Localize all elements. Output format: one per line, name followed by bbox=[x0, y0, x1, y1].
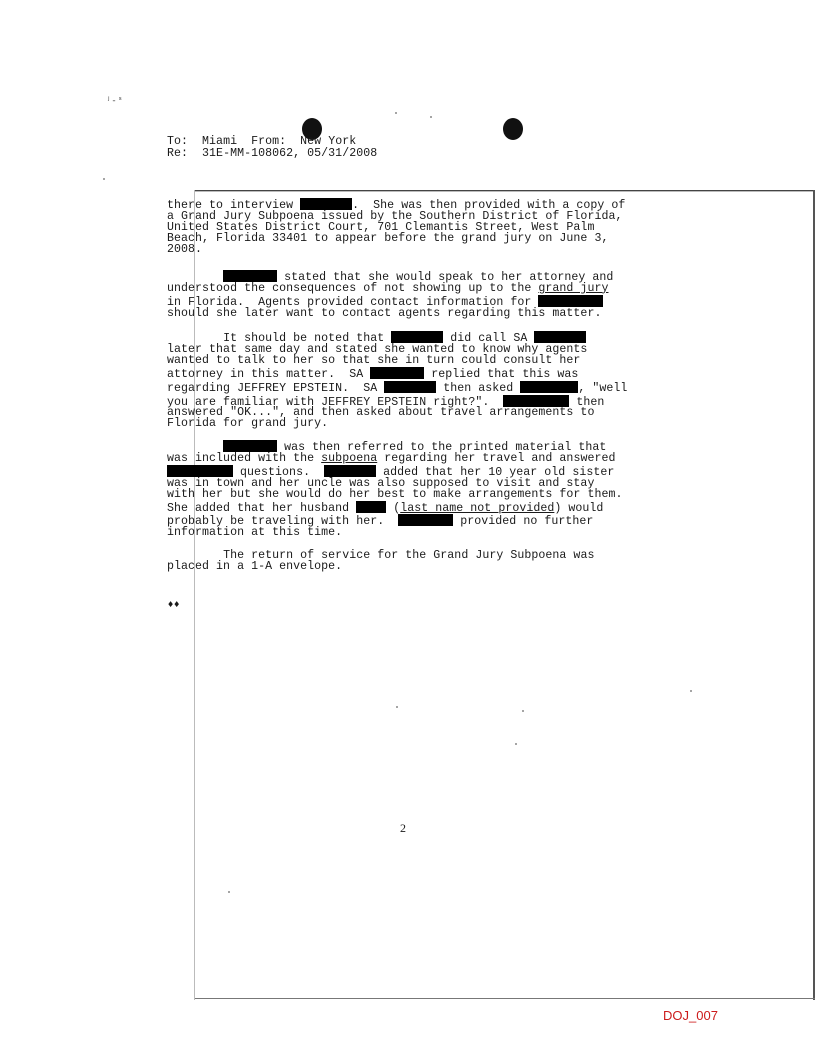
redaction-box bbox=[538, 295, 603, 307]
page-edge-right bbox=[813, 190, 815, 1000]
header-re: Re: 31E-MM-108062, 05/31/2008 bbox=[167, 147, 378, 160]
page-edge-top-shadow bbox=[194, 191, 815, 192]
scan-speck: ʲ ‐ ˢ bbox=[108, 96, 122, 106]
header-to-from: To: Miami From: New York bbox=[167, 135, 357, 148]
redaction-box bbox=[300, 198, 352, 210]
page-edge-bottom bbox=[194, 998, 815, 999]
redaction-box bbox=[503, 395, 569, 407]
paragraph-4: was then referred to the printed material that was included with the subpoena regarding her travel and answered questions. added that her 10 year old sister was in town and her uncle was also supposed to visit and stay with her but she would do her best to make arrangements for them. She added that her husband (last name not provided) would probably be traveling with her. provided no further information at this time. bbox=[167, 441, 623, 540]
redaction-box bbox=[356, 501, 386, 513]
scan-dot bbox=[430, 116, 432, 118]
punch-hole-right bbox=[503, 118, 523, 140]
redaction-box bbox=[370, 367, 424, 379]
redaction-box bbox=[391, 331, 443, 343]
redaction-box bbox=[384, 381, 436, 393]
scan-dot bbox=[228, 891, 230, 893]
redaction-box bbox=[324, 465, 376, 477]
scan-dot bbox=[522, 710, 524, 712]
redaction-box bbox=[223, 270, 277, 282]
scan-dot bbox=[515, 743, 517, 745]
redaction-box bbox=[534, 331, 586, 343]
end-of-text-mark: ♦♦ bbox=[167, 600, 180, 609]
redaction-box bbox=[398, 514, 453, 526]
paragraph-1: there to interview . She was then provided with a copy of a Grand Jury Subpoena issued by the Southern District of Florida, United States District Court, 701 Clemantis Street, West Palm Beach, Florida 33401 to appear before the grand jury on June 3, 2008. bbox=[167, 199, 626, 256]
bates-number: DOJ_007 bbox=[663, 1008, 718, 1023]
scan-dot bbox=[103, 178, 105, 180]
redaction-box bbox=[520, 381, 578, 393]
paragraph-2: stated that she would speak to her attorney and understood the consequences of not showing up to the grand jury in Florida. Agents provided contact information for should she later want to contact agents regarding this matter. bbox=[167, 271, 614, 320]
scan-dot bbox=[396, 706, 398, 708]
redaction-box bbox=[167, 465, 233, 477]
paragraph-5: The return of service for the Grand Jury Subpoena was placed in a 1-A envelope. bbox=[167, 549, 595, 573]
page-number: 2 bbox=[400, 821, 406, 835]
scan-dot bbox=[395, 112, 397, 114]
redaction-box bbox=[223, 440, 277, 452]
scan-dot bbox=[690, 690, 692, 692]
paragraph-3: It should be noted that did call SA later that same day and stated she wanted to know why agents wanted to talk to her so that she in turn could consult her attorney in this matter. SA replied that this was regarding JEFFREY EPSTEIN. SA then asked , "well you are familiar with JEFFREY EPSTEIN right?". then answered "OK...", and then asked about travel arrangements to Florida for grand jury. bbox=[167, 332, 628, 431]
